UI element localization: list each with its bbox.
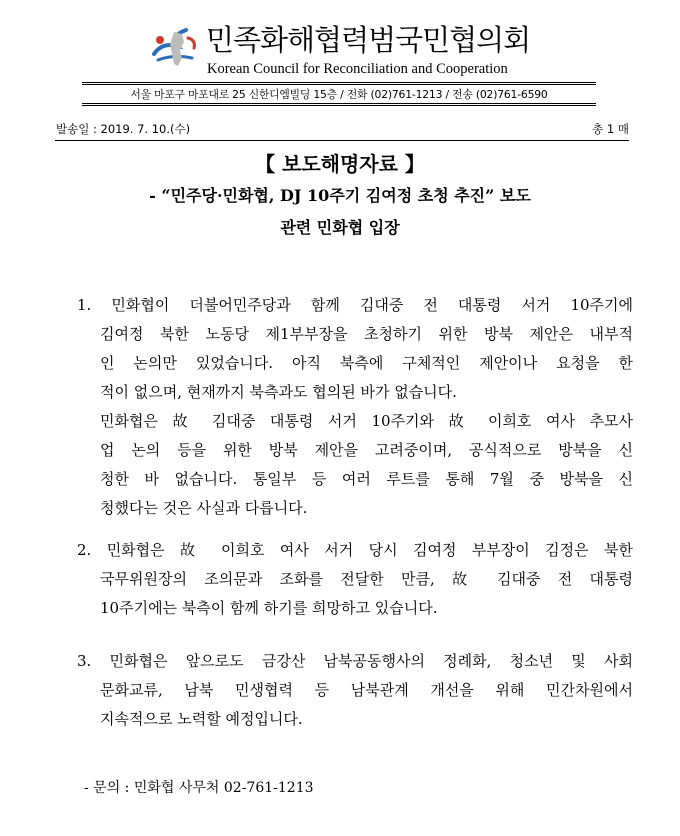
paragraph-line: 인 논의만 있었습니다. 아직 북측에 구체적인 제안이나 요청을 한 bbox=[100, 354, 633, 372]
paragraph-line: 국무위원장의 조의문과 조화를 전달한 만큼, 故 김대중 전 대통령 bbox=[100, 570, 633, 588]
document-title: 【 보도해명자료 】 bbox=[255, 152, 425, 176]
page-count: 총 1 매 bbox=[592, 122, 629, 136]
paragraph-line: 민화협은 故 김대중 대통령 서거 10주기와 故 이희호 여사 추모사 bbox=[100, 412, 633, 430]
paragraph-line: 청했다는 것은 사실과 다릅니다. bbox=[100, 499, 308, 517]
paragraph-line: 지속적으로 노력할 예정입니다. bbox=[100, 710, 303, 728]
subtitle-line-2: 관련 민화협 입장 bbox=[280, 218, 400, 237]
paragraph-line: 문화교류, 남북 민생협력 등 남북관계 개선을 위해 민간차원에서 bbox=[100, 681, 633, 699]
paragraph-line: 적이 없으며, 현재까지 북측과도 협의된 바가 없습니다. bbox=[100, 383, 457, 401]
send-date: 발송일 : 2019. 7. 10.(수) bbox=[56, 122, 191, 136]
paragraph-1 bbox=[77, 291, 633, 523]
paragraph-line: 2. 민화협은 故 이희호 여사 서거 당시 김여정 부부장이 김정은 북한 bbox=[77, 541, 633, 559]
paragraph-3 bbox=[77, 647, 633, 734]
paragraph-line: 1. 민화협이 더불어민주당과 함께 김대중 전 대통령 서거 10주기에 bbox=[77, 296, 633, 314]
paragraph-line: 김여정 북한 노동당 제1부부장을 초청하기 위한 방북 제안은 내부적 bbox=[100, 325, 633, 343]
address-box bbox=[82, 82, 596, 106]
paragraph-2 bbox=[77, 536, 633, 623]
paragraph-line: 10주기에는 북측이 함께 하기를 희망하고 있습니다. bbox=[100, 599, 438, 617]
contact-info: - 문의 : 민화협 사무처 02-761-1213 bbox=[84, 780, 314, 796]
header-divider bbox=[55, 140, 629, 141]
paragraph-line: 청한 바 없습니다. 통일부 등 여러 루트를 통해 7월 중 방북을 신 bbox=[100, 470, 633, 488]
subtitle-line-1: - “민주당·민화협, DJ 10주기 김여정 초청 추진” 보도 bbox=[149, 186, 531, 205]
org-name-english: Korean Council for Reconciliation and Cooperation bbox=[207, 61, 508, 77]
address-text: 서울 마포구 마포대로 25 신한디엠빌딩 15층 / 전화 (02)761-1213 / 전송 (02)761-6590 bbox=[130, 87, 548, 101]
org-name-korean: 민족화해협력범국민협의회 bbox=[206, 23, 531, 57]
paragraph-line: 3. 민화협은 앞으로도 금강산 남북공동행사의 정례화, 청소년 및 사회 bbox=[77, 652, 633, 670]
org-logo bbox=[148, 24, 202, 72]
paragraph-line: 업 논의 등을 위한 방북 제안을 고려중이며, 공식적으로 방북을 신 bbox=[100, 441, 633, 459]
